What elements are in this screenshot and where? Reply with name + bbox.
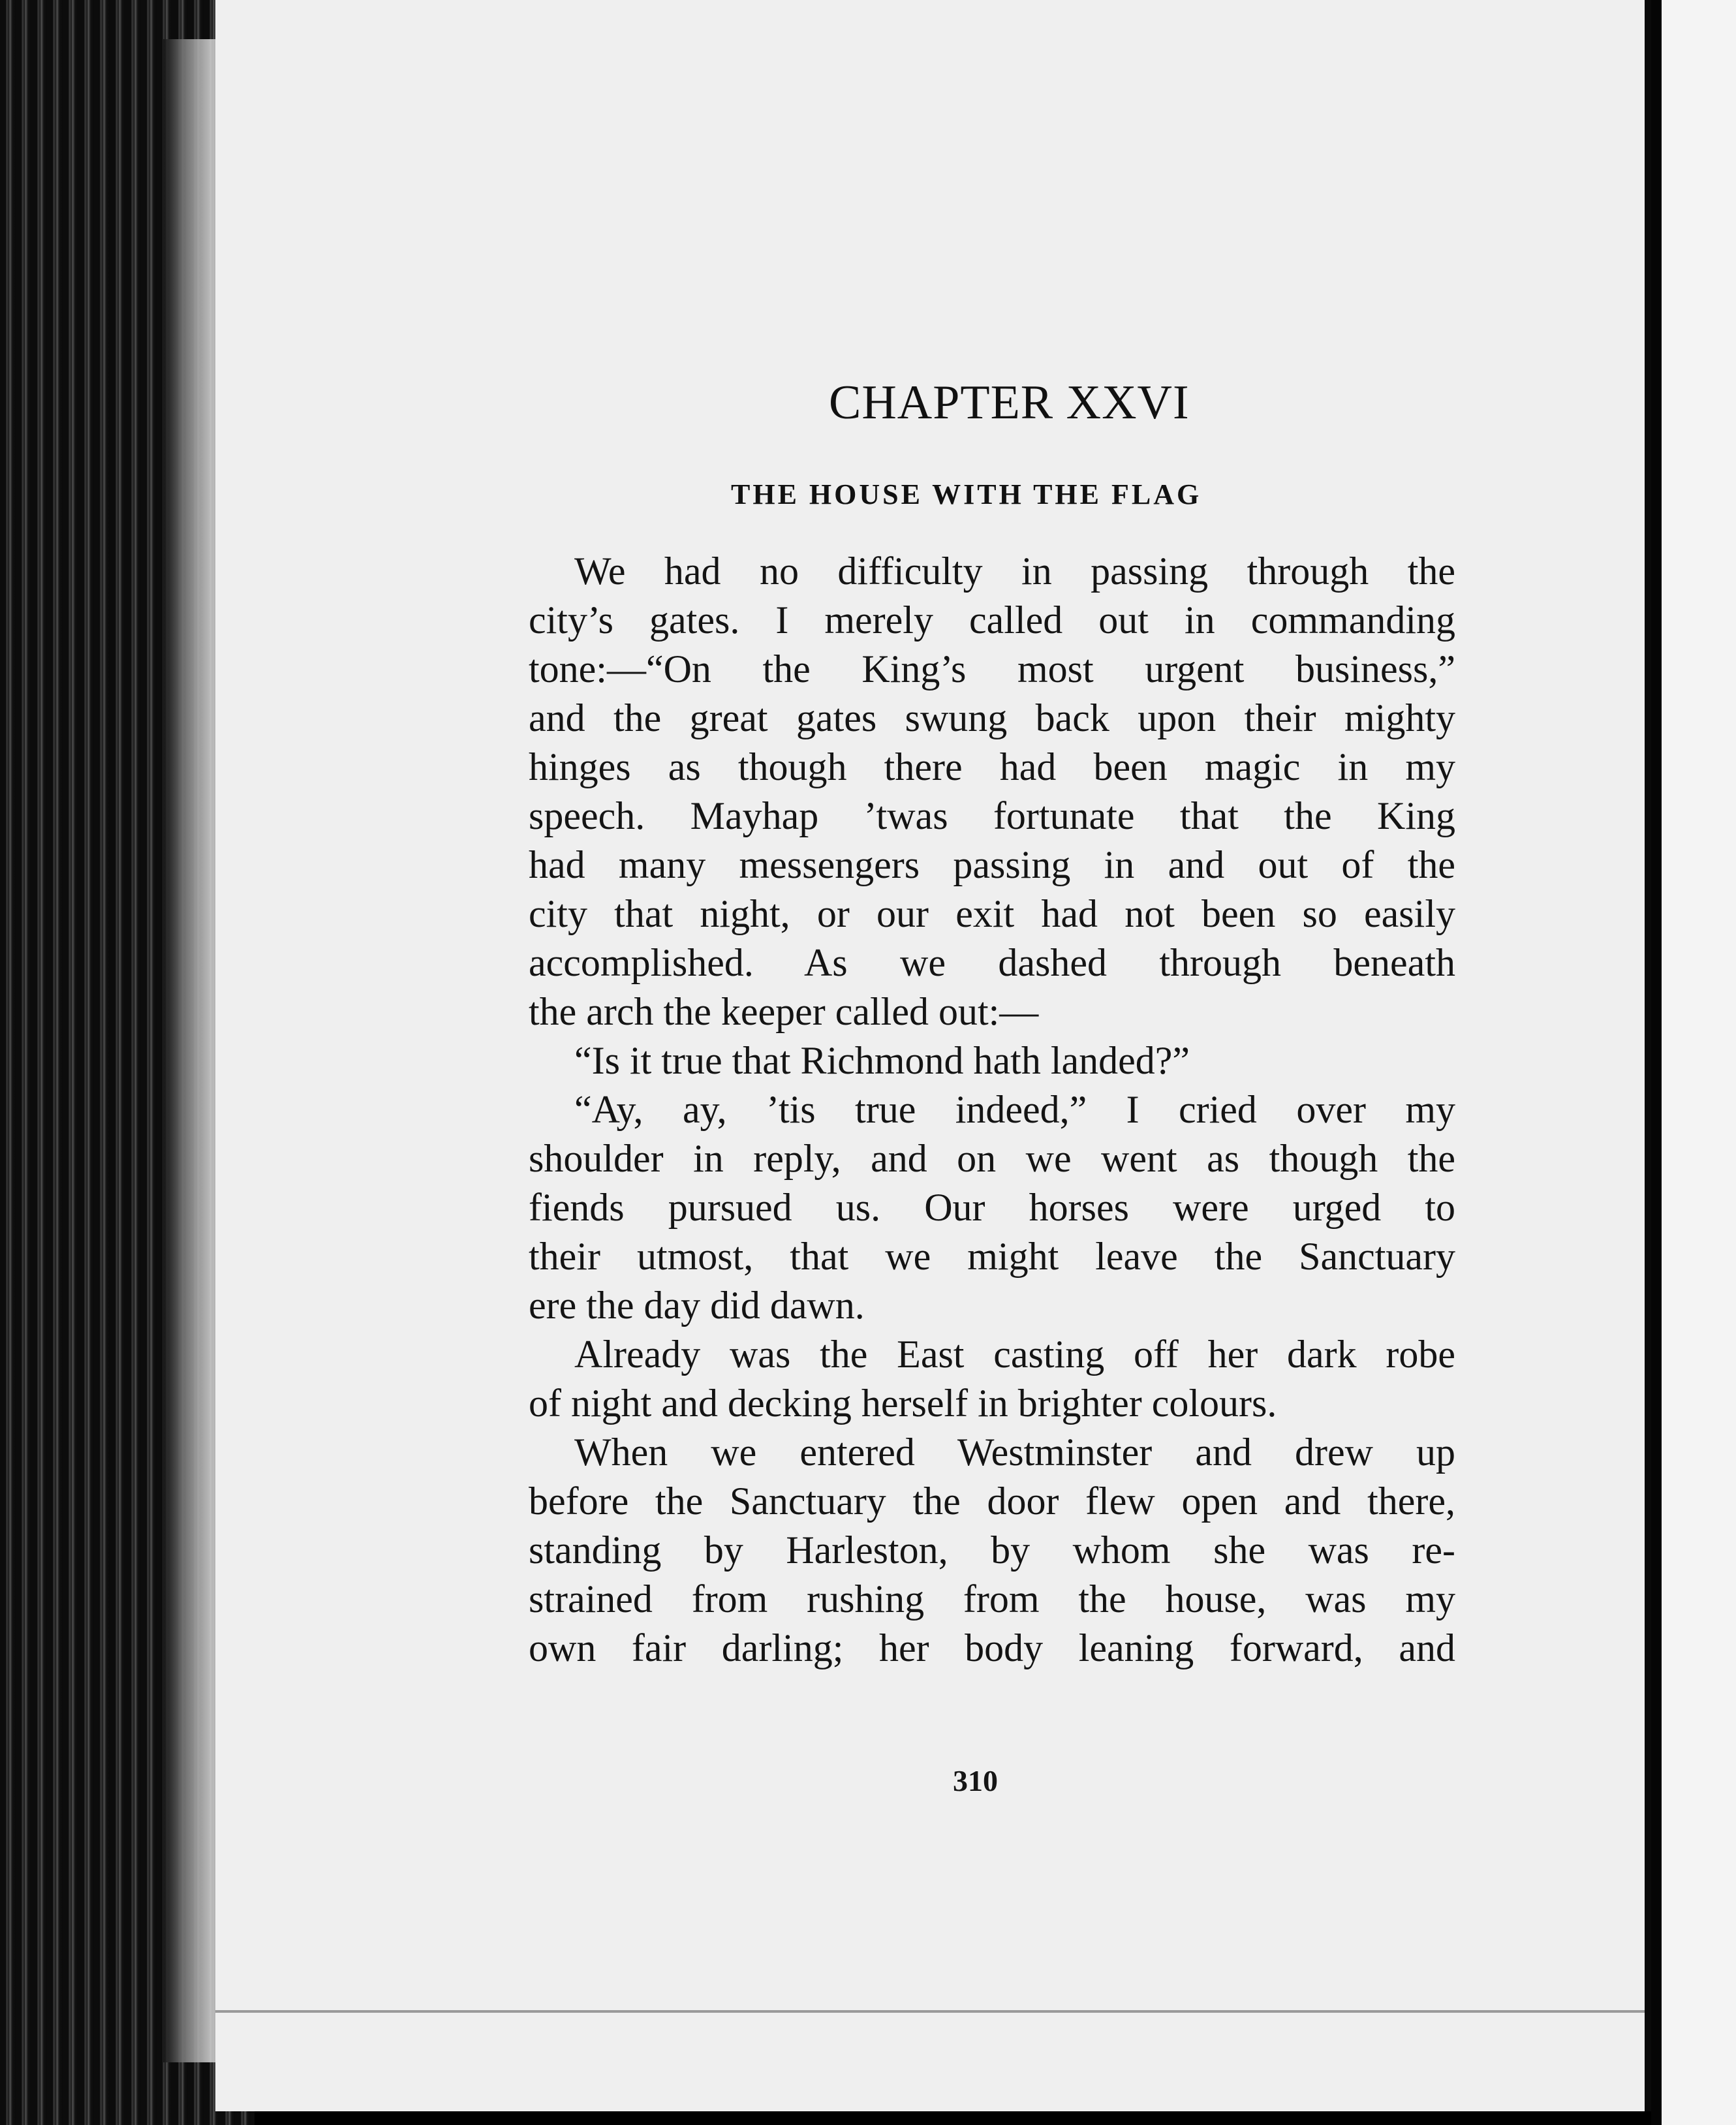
text-line: shoulder in reply, and on we went as though the (529, 1137, 1455, 1180)
binding-gutter-line (1651, 0, 1662, 2125)
chapter-subtitle: THE HOUSE WITH THE FLAG (731, 478, 1202, 510)
page-bottom-edge (215, 2010, 1645, 2013)
adjacent-page-strip (1651, 0, 1736, 2125)
chapter-title: CHAPTER XXVI (829, 376, 1190, 429)
text-line: city that night, or our exit had not been so easily (529, 892, 1455, 935)
text-line: Already was the East casting off her dark robe (574, 1333, 1455, 1376)
text-line: fiends pursued us. Our horses were urged to (529, 1186, 1455, 1229)
text-line: tone:—“On the King’s most urgent business,” (529, 647, 1455, 690)
text-line: accomplished. As we dashed through beneath (529, 941, 1455, 984)
text-line: strained from rushing from the house, was my (529, 1577, 1455, 1621)
text-line: “Ay, ay, ’tis true indeed,” I cried over my (574, 1088, 1455, 1131)
text-line: own fair darling; her body leaning forward, and (529, 1626, 1455, 1669)
text-line: had many messengers passing in and out of the (529, 843, 1455, 886)
text-line: city’s gates. I merely called out in commanding (529, 598, 1455, 642)
text-line: When we entered Westminster and drew up (574, 1431, 1455, 1474)
text-line: We had no difficulty in passing through the (574, 550, 1455, 593)
text-line: before the Sanctuary the door flew open and there, (529, 1480, 1455, 1523)
text-line: their utmost, that we might leave the Sanctuary (529, 1235, 1455, 1278)
text-line: and the great gates swung back upon their mighty (529, 696, 1455, 739)
page-number: 310 (953, 1764, 998, 1797)
text-line: speech. Mayhap ’twas fortunate that the King (529, 794, 1455, 837)
body-text (529, 547, 1455, 1673)
text-line: standing by Harleston, by whom she was re- (529, 1528, 1455, 1572)
text-line: the arch the keeper called out:— (529, 990, 1039, 1033)
text-line: of night and decking herself in brighter colours. (529, 1382, 1277, 1425)
text-line: ere the day did dawn. (529, 1284, 865, 1327)
text-line: “Is it true that Richmond hath landed?” (574, 1039, 1190, 1082)
text-line: hinges as though there had been magic in my (529, 745, 1455, 788)
